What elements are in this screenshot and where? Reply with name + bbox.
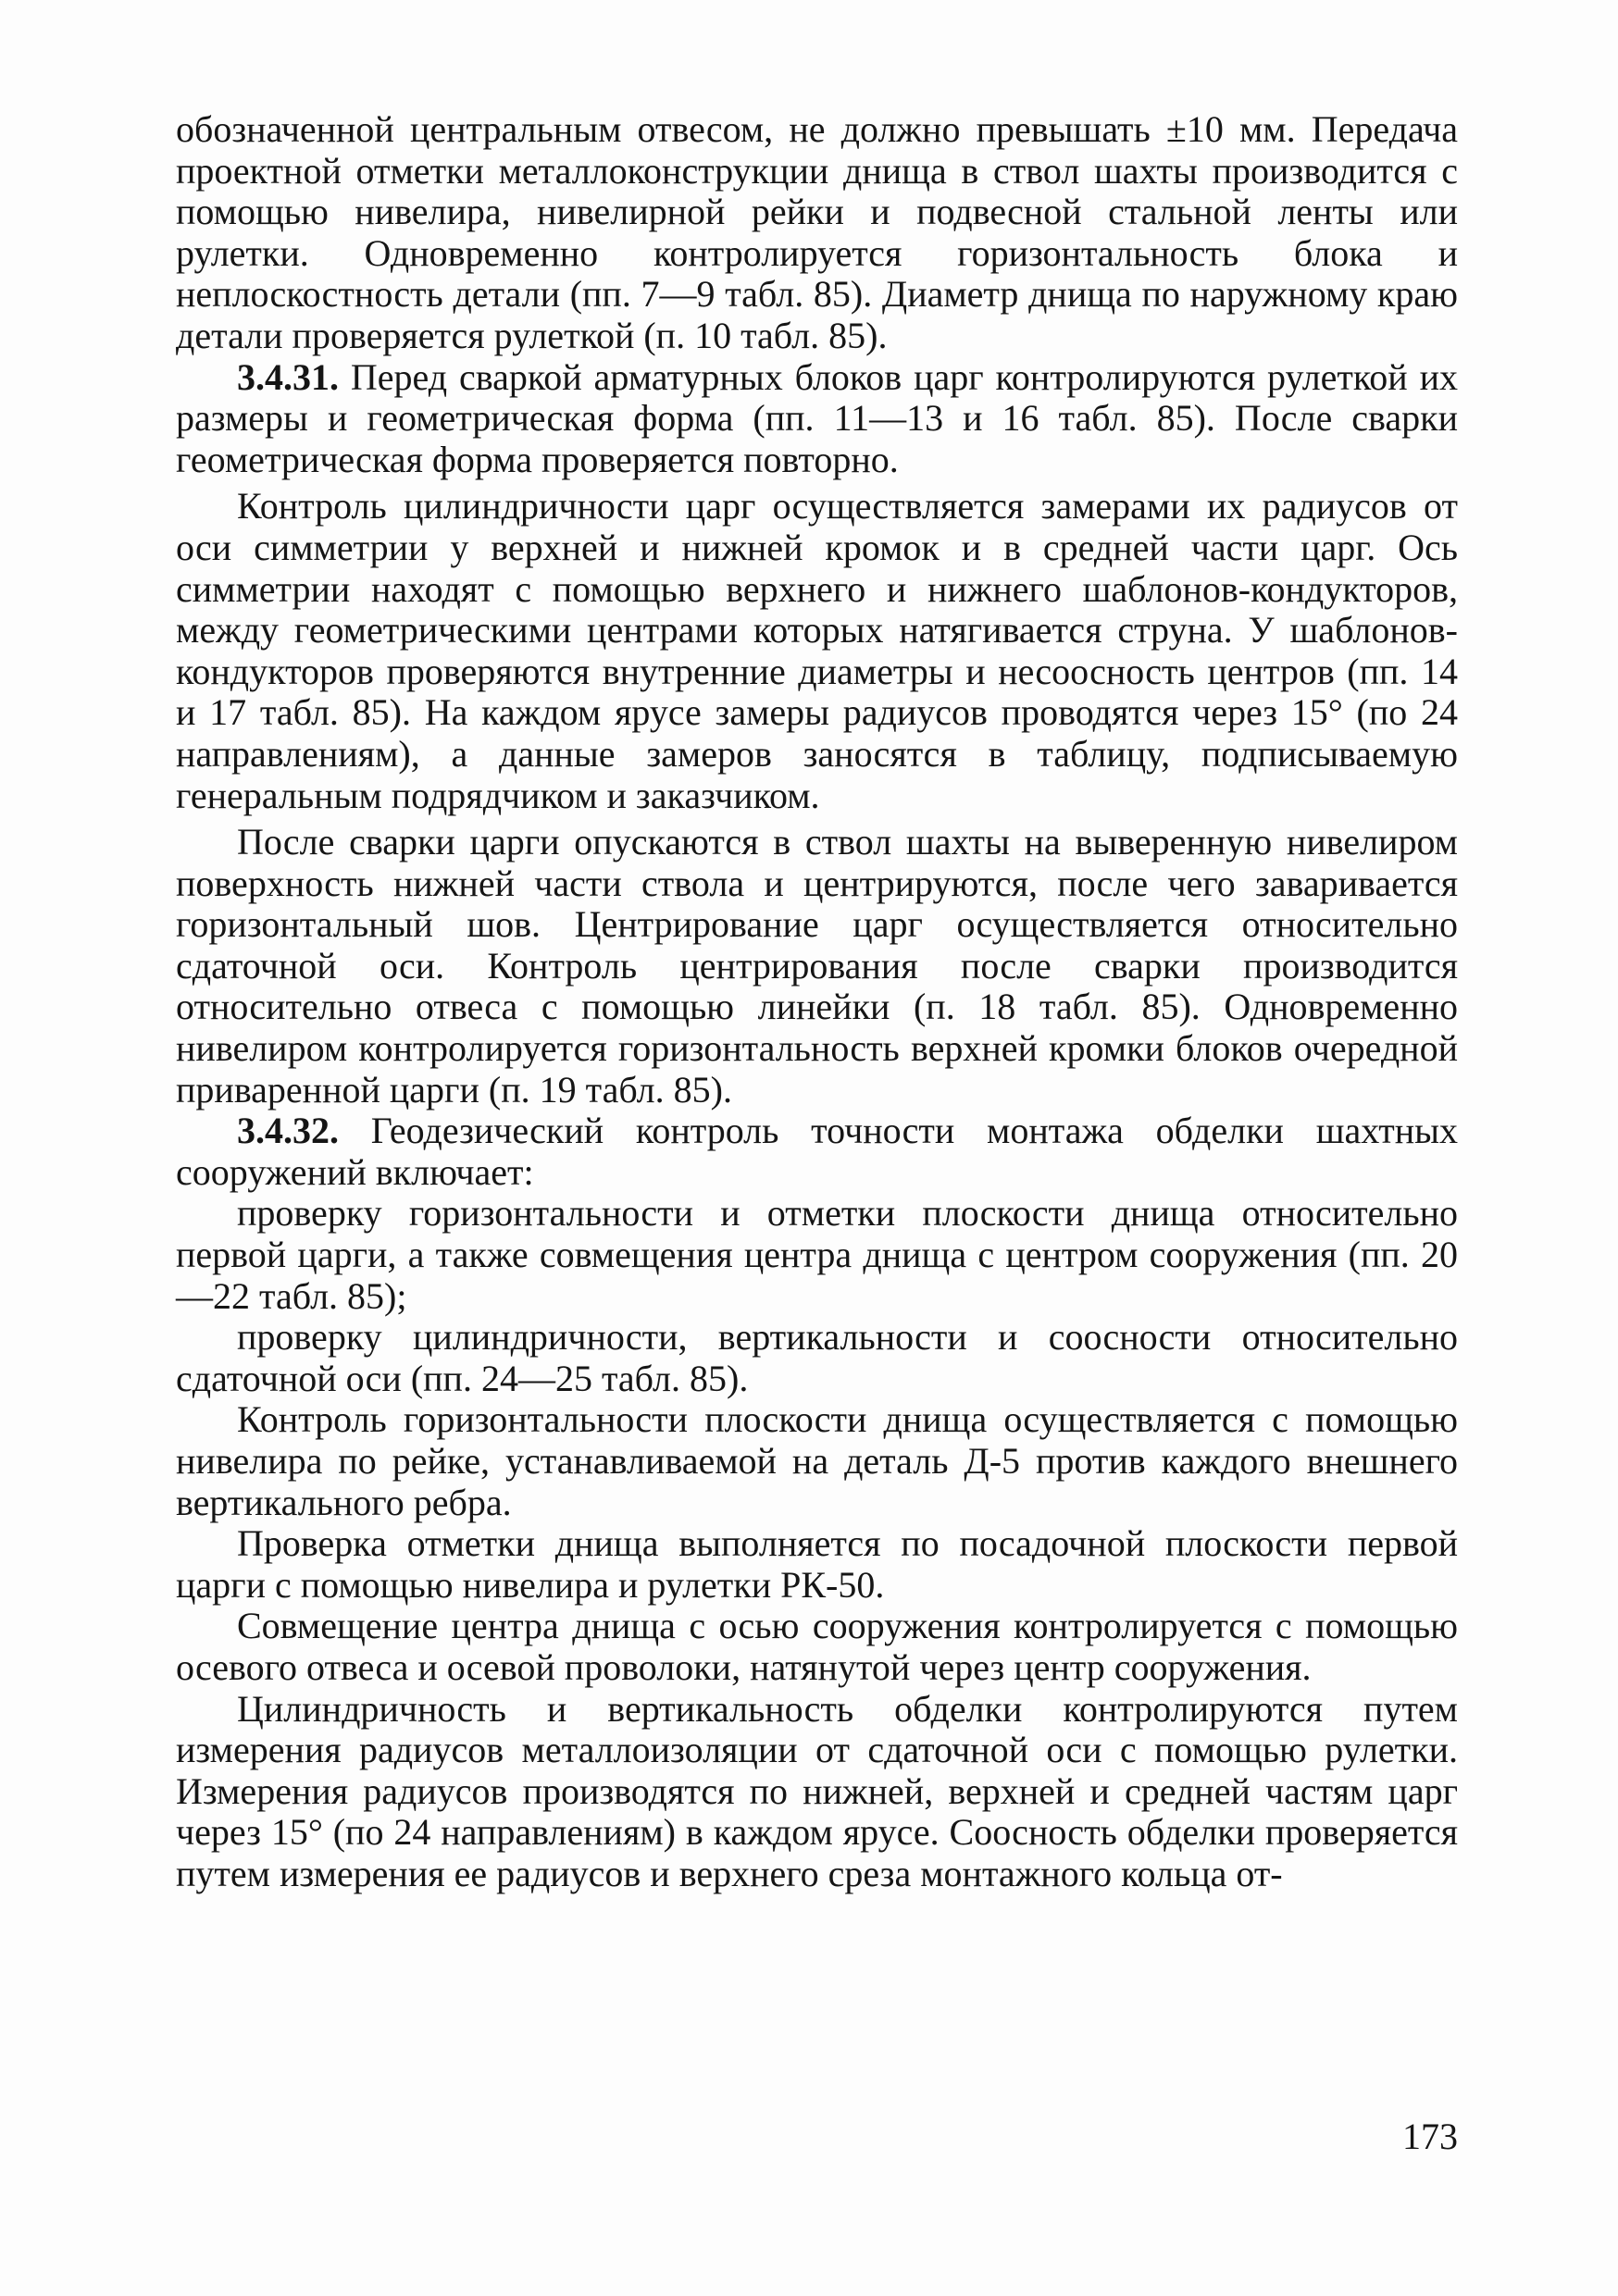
paragraph-text: проверку цилиндричности, вертикальности и соосности относительно сдаточной оси (пп. 24—25 табл. 85). — [176, 1316, 1458, 1399]
section-number: 3.4.31. — [237, 355, 339, 398]
paragraph-text: Контроль горизонтальности плоскости днища осуществляется с помощью нивелира по рейке, устанавливаемой на деталь Д-5 против каждого внешнего вертикального ребра. — [176, 1398, 1458, 1523]
paragraph-text: Проверка отметки днища выполняется по посадочной плоскости первой царги с помощью нивелира и рулетки РК-50. — [176, 1522, 1458, 1606]
paragraph-text: Совмещение центра днища с осью сооружения контролируется с помощью осевого отвеса и осевой проволоки, натянутой через центр сооружения. — [176, 1605, 1458, 1688]
paragraph-text: Цилиндричность и вертикальность обделки контролируются путем измерения радиусов металлоизоляции от сдаточной оси с помощью рулетки. Измерения радиусов производятся по нижней, верхней и средней частям царг через 15° (по 24 направлениям) в каждом ярусе. Соосность обделки проверяется путем измерения ее радиусов и верхнего среза монтажного кольца от- — [176, 1687, 1458, 1894]
body-text — [176, 109, 1458, 1895]
paragraph-text: проверку горизонтальности и отметки плоскости днища относительно первой царги, а также совмещения центра днища с центром сооружения (пп. 20—22 табл. 85); — [176, 1192, 1458, 1317]
paragraph-bottom-elevation — [176, 1523, 1458, 1606]
paragraph-center-alignment — [176, 1606, 1458, 1688]
paragraph-text: Контроль цилиндричности царг осуществляется замерами их радиусов от оси симметрии у верхней и нижней кромок и в средней части царг. Ось симметрии находят с помощью верхнего и нижнего шаблонов-кондукторов, между геометрическими центрами которых натягивается струна. У шаблонов-кондукторов проверяются внутренние диаметры и несоосность центров (пп. 14 и 17 табл. 85). На каждом ярусе замеры радиусов проводятся через 15° (по 24 направлениям), а данные замеров заносятся в таблицу, подписываемую генеральным подрядчиком и заказчиком. — [176, 485, 1458, 816]
paragraph-continuation — [176, 109, 1458, 357]
section-number: 3.4.32. — [237, 1110, 339, 1152]
paragraph-text: После сварки царги опускаются в ствол шахты на выверенную нивелиром поверхность нижней части ствола и центрируются, после чего заваривается горизонтальный шов. Центрирование царг осуществляется относительно сдаточной оси. Контроль центрирования после сварки производится относительно отвеса с помощью линейки (п. 18 табл. 85). Одновременно нивелиром контролируется горизонтальность верхней кромки блоков очередной приваренной царги (п. 19 табл. 85). — [176, 821, 1458, 1111]
paragraph-after-welding — [176, 822, 1458, 1111]
page-number: 173 — [1402, 2116, 1458, 2157]
paragraph-cylindricity-control — [176, 486, 1458, 816]
paragraph-text: обозначенной центральным отвесом, не должно превышать ±10 мм. Передача проектной отметки металлоконструкции днища в ствол шахты производится с помощью нивелира, нивелирной рейки и подвесной стальной ленты или рулетки. Одновременно контролируется горизонтальность блока и неплоскостность детали (пп. 7—9 табл. 85). Диаметр днища по наружному краю детали проверяется рулеткой (п. 10 табл. 85). — [176, 108, 1458, 356]
list-item-horizontality-check — [176, 1193, 1458, 1317]
paragraph-3-4-32 — [176, 1111, 1458, 1193]
list-item-cylindricity-check — [176, 1317, 1458, 1399]
paragraph-3-4-31 — [176, 357, 1458, 481]
paragraph-lining-verticality — [176, 1689, 1458, 1895]
paragraph-bottom-horizontality — [176, 1399, 1458, 1523]
paragraph-text: Геодезический контроль точности монтажа обделки шахтных сооружений включает: — [176, 1110, 1459, 1193]
paragraph-text: Перед сваркой арматурных блоков царг контролируются рулеткой их размеры и геометрическая форма (пп. 11—13 и 16 табл. 85). После сварки геометрическая форма проверяется повторно. — [176, 355, 1458, 480]
